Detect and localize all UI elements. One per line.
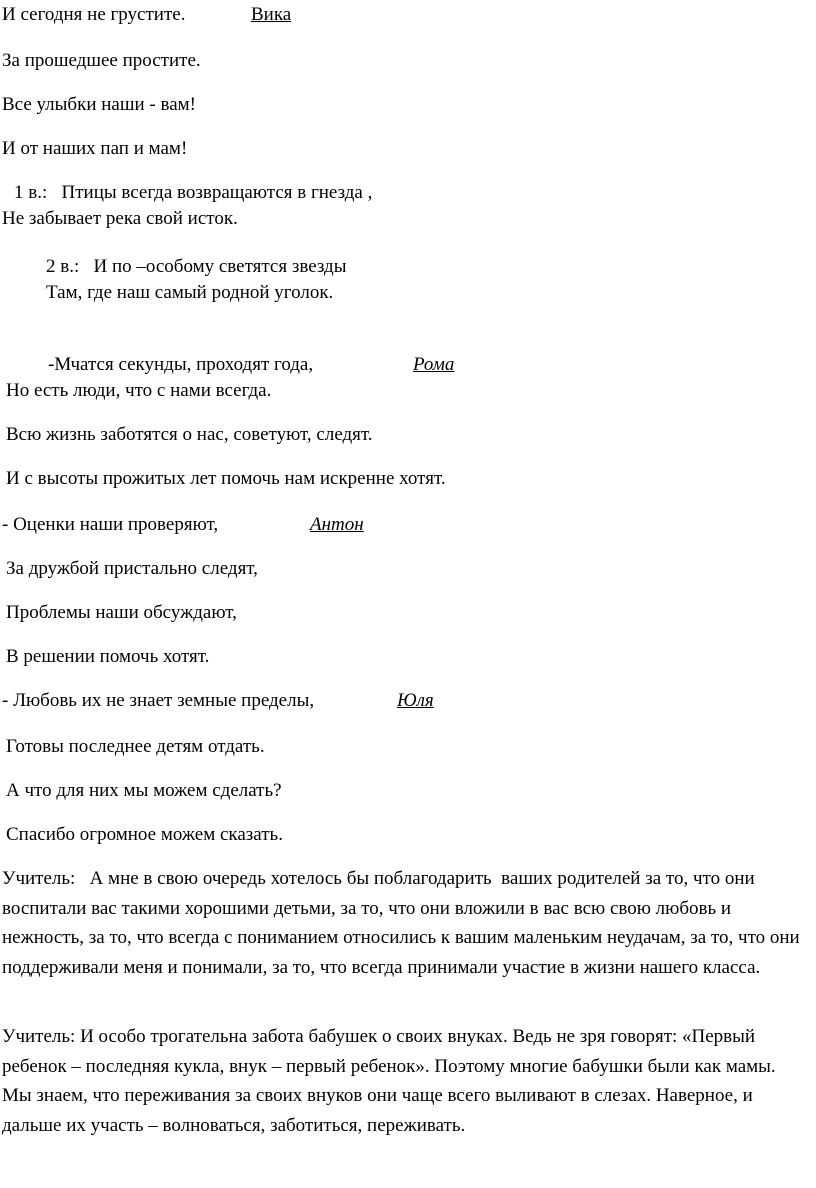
poem-line: - Любовь их не знает земные пределы, [2, 690, 315, 711]
poem-line: Всю жизнь заботятся о нас, советуют, следят. [6, 424, 373, 445]
poem-line: Проблемы наши обсуждают, [6, 602, 237, 623]
poem-line: Не забывает река свой исток. [2, 208, 238, 229]
teacher-paragraph: Учитель: А мне в свою очередь хотелось бы поблагодарить ваших родителей за то, что они воспитали вас такими хорошими детьми, за то, что они вложили в вас всю свою любовь и нежность, за то, что всегда с пониманием относились к вашим маленьким неудачам, за то, что они поддерживали меня и понимали, за то, что всегда принимали участие в жизни нашего класса. [2, 868, 805, 978]
speaker-name: Юля [397, 690, 434, 711]
poem-line: За дружбой пристально следят, [6, 558, 258, 579]
poem-line: И от наших пап и мам! [2, 138, 188, 159]
poem-line: 1 в.: Птицы всегда возвращаются в гнезда , [14, 182, 373, 203]
poem-line: Спасибо огромное можем сказать. [6, 824, 283, 845]
poem-line: Там, где наш самый родной уголок. [46, 282, 334, 303]
poem-line: И сегодня не грустите. [2, 4, 186, 25]
teacher-paragraph: Учитель: И особо трогательна забота бабушек о своих внуках. Ведь не зря говорят: «Первый ребенок – последняя кукла, внук – первый ребенок». Поэтому многие бабушки были как мамы. Мы знаем, что переживания за своих внуков они чаще всего выливают в слезах. Наверное, и дальше их участь – волноваться, заботиться, переживать. [2, 1026, 776, 1136]
speaker-name: Рома [413, 354, 455, 375]
poem-line: Но есть люди, что с нами всегда. [6, 380, 272, 401]
poem-line: В решении помочь хотят. [6, 646, 210, 667]
speaker-name: Антон [310, 514, 364, 535]
poem-line: Готовы последнее детям отдать. [6, 736, 265, 757]
poem-line: - Оценки наши проверяют, [2, 514, 219, 535]
poem-line: 2 в.: И по –особому светятся звезды [46, 256, 347, 277]
poem-line: А что для них мы можем сделать? [6, 780, 282, 801]
poem-line: И с высоты прожитых лет помочь нам искренне хотят. [6, 468, 446, 489]
poem-line: -Мчатся секунды, проходят года, [48, 354, 314, 375]
speaker-name: Вика [251, 4, 292, 25]
poem-line: Все улыбки наши - вам! [2, 94, 196, 115]
poem-line: За прошедшее простите. [2, 50, 201, 71]
